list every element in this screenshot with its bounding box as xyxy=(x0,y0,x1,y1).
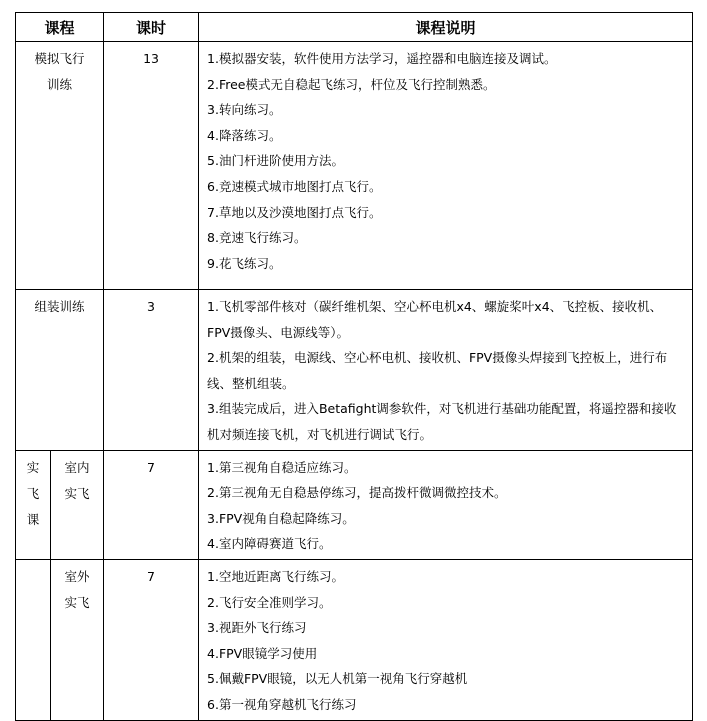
table-row xyxy=(16,290,693,451)
table-row xyxy=(16,42,693,290)
course-hours: 7 xyxy=(104,559,199,720)
list-item: 1.第三视角自稳适应练习。 xyxy=(207,459,357,475)
course-name: 室外实飞 xyxy=(51,559,104,720)
list-item: 8.竞速飞行练习。 xyxy=(207,230,307,246)
course-name: 室内实飞 xyxy=(51,450,104,559)
course-name: 模拟飞行训练 xyxy=(16,42,104,290)
course-hours: 3 xyxy=(104,290,199,451)
list-item: 9.花飞练习。 xyxy=(207,255,282,271)
list-item: 5.油门杆进阶使用方法。 xyxy=(207,153,344,169)
list-item: 1.模拟器安装，软件使用方法学习，遥控器和电脑连接及调试。 xyxy=(207,51,557,66)
course-description xyxy=(199,290,693,451)
course-hours: 7 xyxy=(104,450,199,559)
header-description: 课程说明 xyxy=(199,13,693,42)
course-table xyxy=(15,12,693,721)
list-item: 2.Free模式无自稳起飞练习，杆位及飞行控制熟悉。 xyxy=(207,76,496,92)
course-description xyxy=(199,42,693,290)
course-hours: 13 xyxy=(104,42,199,290)
course-name: 组装训练 xyxy=(16,290,104,451)
list-item: 3.FPV视角自稳起降练习。 xyxy=(207,510,355,526)
list-item: 2.第三视角无自稳悬停练习，提高拨杆微调微控技术。 xyxy=(207,485,507,501)
list-item: 3.转向练习。 xyxy=(207,102,282,118)
list-item: 4.FPV眼镜学习使用 xyxy=(207,645,318,661)
course-description xyxy=(199,559,693,720)
list-item: 2.飞行安全准则学习。 xyxy=(207,594,332,610)
list-item: 2.机架的组装，电源线、空心杯电机、接收机、FPV摄像头焊接到飞控板上，进行布线、整机组装。 xyxy=(207,350,668,391)
list-item: 5.佩戴FPV眼镜，以无人机第一视角飞行穿越机 xyxy=(207,671,468,687)
list-item: 6.第一视角穿越机飞行练习 xyxy=(207,696,357,712)
list-item: 1.空地近距离飞行练习。 xyxy=(207,568,344,584)
list-item: 3.组装完成后，进入Betafight调参软件，对飞机进行基础功能配置，将遥控器和接收机对频连接飞机，对飞机进行调试飞行。 xyxy=(207,401,677,442)
header-row xyxy=(16,13,693,42)
list-item: 1.飞机零部件核对（碳纤维机架、空心杯电机x4、螺旋桨叶x4、飞控板、接收机、FPV摄像头、电源线等）。 xyxy=(207,299,663,340)
group-char: 实 xyxy=(26,459,40,475)
table-row xyxy=(16,559,693,720)
header-course: 课程 xyxy=(16,13,104,42)
group-char: 飞 xyxy=(26,485,40,501)
table-row xyxy=(16,450,693,559)
list-item: 7.草地以及沙漠地图打点飞行。 xyxy=(207,204,382,220)
header-hours: 课时 xyxy=(104,13,199,42)
list-item: 4.室内障碍赛道飞行。 xyxy=(207,536,332,552)
real-flight-group xyxy=(16,450,51,559)
list-item: 6.竞速模式城市地图打点飞行。 xyxy=(207,178,382,194)
group-spacer-cell xyxy=(16,559,51,720)
group-char: 课 xyxy=(26,511,40,527)
list-item: 3.视距外飞行练习 xyxy=(207,620,307,636)
course-description xyxy=(199,450,693,559)
list-item: 4.降落练习。 xyxy=(207,127,282,143)
